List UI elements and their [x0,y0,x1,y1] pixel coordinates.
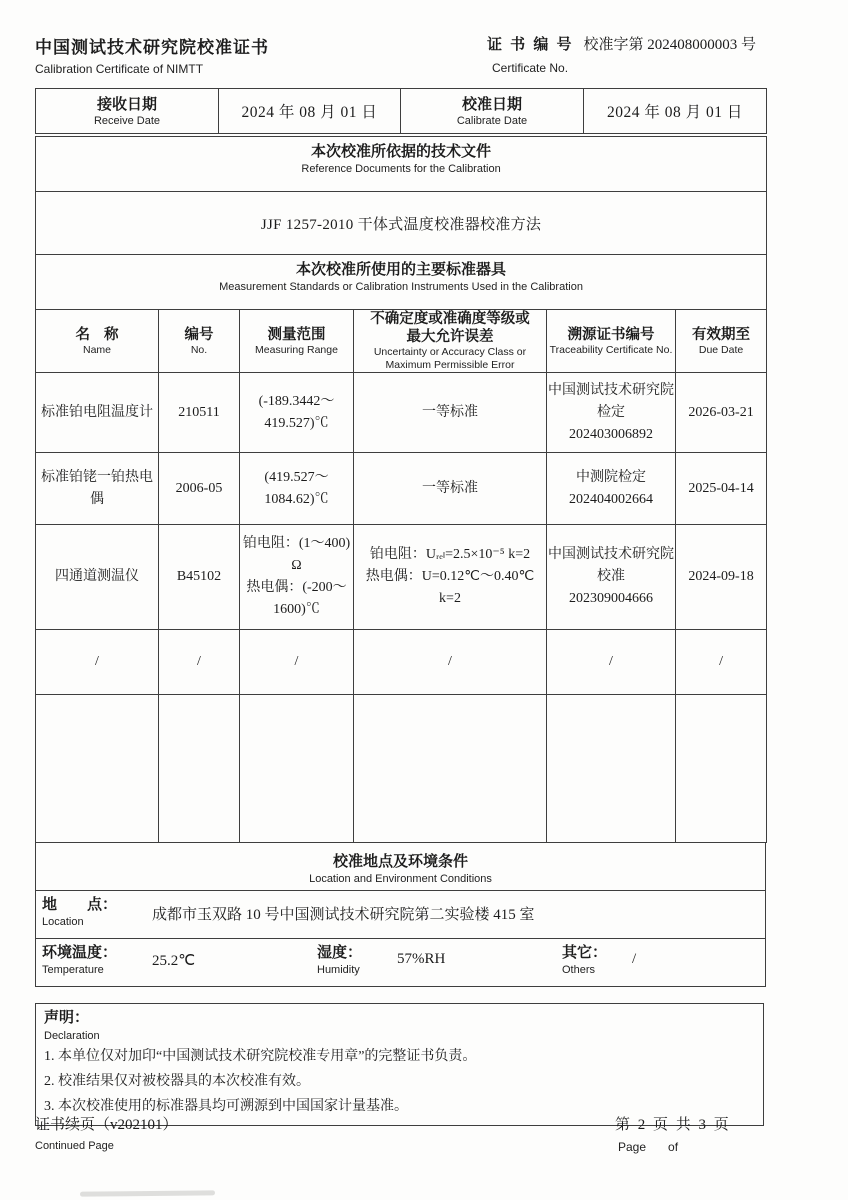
traceability-certificate [547,373,676,453]
col-unc-cn1: 不确定度或准确度等级或 [370,311,530,327]
declaration-item: 1. 本单位仅对加印“中国测试技术研究院校准专用章”的完整证书负责。 [44,1049,477,1064]
instrument-name: 标准铂铑一铂热电偶 [36,453,159,525]
calibrate-date-label-cn: 校准日期 [461,95,522,113]
reference-header-en: Reference Documents for the Calibration [301,163,501,175]
instrument-no: 210511 [159,373,240,453]
range-thermocouple: 热电偶：(-200～1600)℃ [246,580,347,617]
standards-row [36,453,767,525]
trace-issuer: 中国测试技术研究院校准 [548,547,674,584]
column-header-traceability [547,310,676,373]
certificate-number-label: 证 书 编 号 [487,36,574,53]
column-header-range [240,310,354,373]
reference-document: JJF 1257-2010 干体式温度校准器校准方法 [36,192,767,255]
instrument-name: 标准铂电阻温度计 [36,373,159,453]
location-row [36,891,765,939]
of-word: of [668,1140,679,1154]
reference-header-cn: 本次校准所依据的技术文件 [311,143,492,160]
page-word: Page [618,1140,647,1154]
col-name-cn: 名称 [75,326,133,343]
dates-row [36,89,767,134]
col-trace-en: Traceability Certificate No. [549,343,673,356]
others-value: / [632,951,637,967]
col-trace-cn: 溯源证书编号 [567,326,655,343]
standards-empty-row [36,695,767,843]
humidity-value: 57%RH [397,951,446,967]
temperature-value: 25.2℃ [152,953,196,969]
standards-row [36,630,767,695]
col-range-en: Measuring Range [255,343,338,356]
traceability-certificate [547,525,676,630]
trace-number: 202309004666 [569,591,653,606]
uncertainty [354,525,547,630]
due-date: 2024-09-18 [676,525,767,630]
instrument-no: B45102 [159,525,240,630]
column-header-name [36,310,159,373]
page-number-en [618,1140,678,1154]
page-title-en: Calibration Certificate of NIMTT [35,62,204,76]
empty-cell [547,695,676,843]
col-no-cn: 编号 [184,326,214,343]
due-date: 2026-03-21 [676,373,767,453]
standards-row [36,525,767,630]
receive-date-label [36,89,219,134]
location-header-cn: 校准地点及环境条件 [332,853,468,870]
others-label-en: Others [562,964,596,976]
location-label [42,895,152,929]
col-unc-cn2: 最大允许误差 [406,329,494,345]
location-value: 成都市玉双路 10 号中国测试技术研究院第二实验楼 415 室 [152,907,535,923]
empty-cell [676,695,767,843]
reference-content-row [36,192,767,255]
col-range-cn: 测量范围 [267,326,326,343]
instrument-name: 四通道测温仪 [36,525,159,630]
instrument-no: / [159,630,240,695]
empty-cell [36,695,159,843]
standards-section-header [36,255,767,310]
calibrate-date-label-en: Calibrate Date [456,114,528,127]
col-no-en: No. [190,343,208,356]
uncertainty: 一等标准 [354,373,547,453]
dates-table [35,88,767,134]
col-unc-en: Uncertainty or Accuracy Class or Maximum Permissible Error [373,346,527,371]
humidity-label-en: Humidity [317,964,360,976]
others-label-cn: 其它： [562,944,608,961]
humidity-label [317,943,397,977]
due-date: / [676,630,767,695]
receive-date-label-cn: 接收日期 [96,95,157,113]
page-number: 第 2 页 共 3 页 [615,1117,731,1133]
continued-page-label-en: Continued Page [35,1140,114,1152]
col-due-en: Due Date [698,343,744,356]
col-due-cn: 有效期至 [692,326,751,343]
temperature-label-cn: 环境温度： [42,944,118,961]
range-rtd: 铂电阻：(1～400) Ω [242,536,351,573]
uncertainty: / [354,630,547,695]
declaration-item: 3. 本次校准使用的标准器具均可溯源到中国国家计量基准。 [44,1099,408,1114]
certificate-number-value: 校准字第 202408000003 号 [583,37,757,53]
trace-issuer: 中测院检定 [576,469,646,485]
column-header-uncertainty [354,310,547,373]
continued-page-label-cn: 证书续页（v202101） [35,1117,178,1133]
instrument-name: / [36,630,159,695]
declaration-label-cn: 声明： [44,1009,90,1026]
standards-column-headers [36,310,767,373]
empty-cell [159,695,240,843]
measuring-range: (-189.3442～419.527)℃ [240,373,354,453]
location-section [35,842,766,987]
standards-header-cn: 本次校准所使用的主要标准器具 [296,261,507,278]
declaration-section [35,1003,764,1126]
main-table [35,136,767,843]
trace-number: 202403006892 [569,426,653,442]
declaration-label-en: Declaration [44,1030,100,1042]
page-title: 中国测试技术研究院校准证书 [35,38,269,57]
due-date: 2025-04-14 [676,453,767,525]
declaration-item: 2. 校准结果仅对被校器具的本次校准有效。 [44,1074,310,1089]
standards-header-en: Measurement Standards or Calibration Instruments Used in the Calibration [219,281,583,293]
trace-number: 202404002664 [569,491,653,507]
temperature-label [42,943,152,977]
scan-artifact [80,1190,215,1196]
humidity-label-cn: 湿度： [317,944,363,961]
calibrate-date-value: 2024 年 08 月 01 日 [584,89,767,134]
certificate-number-label-en: Certificate No. [492,61,569,75]
instrument-no: 2006-05 [159,453,240,525]
location-label-cn: 地 点： [42,896,118,913]
empty-cell [240,695,354,843]
location-label-en: Location [42,916,84,928]
location-header-en: Location and Environment Conditions [309,873,492,885]
location-section-header [36,843,765,891]
receive-date-label-en: Receive Date [93,114,161,127]
measuring-range: / [240,630,354,695]
traceability-certificate [547,453,676,525]
calibrate-date-label [401,89,584,134]
standards-row [36,373,767,453]
uncertainty-rtd: 铂电阻：Uᵣₑₗ=2.5×10⁻⁵ k=2 [369,547,531,562]
temperature-label-en: Temperature [42,964,104,976]
certificate-number [487,33,756,54]
traceability-certificate: / [547,630,676,695]
column-header-no [159,310,240,373]
receive-date-value: 2024 年 08 月 01 日 [219,89,401,134]
reference-section-header [36,137,767,192]
others-label [562,943,632,977]
col-name-en: Name [82,343,111,356]
trace-issuer: 中国测试技术研究院检定 [548,382,674,420]
empty-cell [354,695,547,843]
measuring-range [240,525,354,630]
column-header-due [676,310,767,373]
environment-row [36,939,765,986]
uncertainty: 一等标准 [354,453,547,525]
measuring-range: (419.527～1084.62)℃ [240,453,354,525]
uncertainty-thermocouple: 热电偶：U=0.12℃～0.40℃ k=2 [365,569,535,606]
